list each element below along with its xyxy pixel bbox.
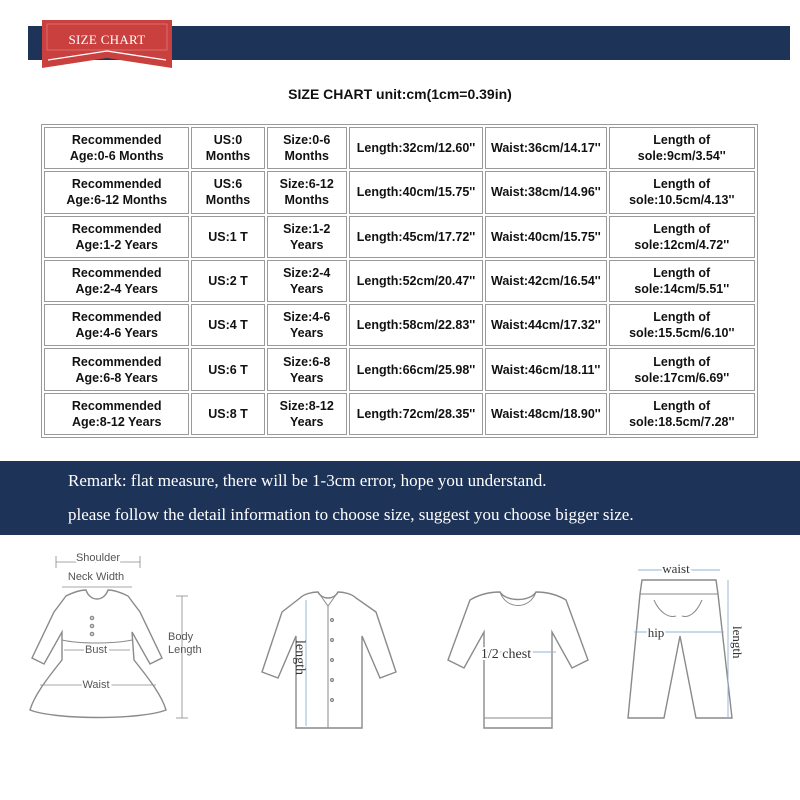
- table-cell: Length:58cm/22.83'': [349, 304, 483, 346]
- table-cell: Size:0-6 Months: [267, 127, 347, 169]
- table-cell: Size:4-6 Years: [267, 304, 347, 346]
- page-title: SIZE CHART unit:cm(1cm=0.39in): [288, 86, 512, 102]
- size-table-body: [44, 127, 755, 435]
- table-row: [44, 171, 755, 213]
- table-cell: Recommended Age:6-12 Months: [44, 171, 189, 213]
- pants-waist-label: waist: [662, 561, 690, 576]
- dress-length-label: Length: [168, 644, 202, 656]
- table-row: [44, 304, 755, 346]
- remark-line-2: please follow the detail information to choose size, suggest you choose bigger size.: [68, 505, 634, 524]
- table-cell: Length of sole:17cm/6.69'': [609, 348, 755, 390]
- table-cell: Waist:42cm/16.54'': [485, 260, 606, 302]
- table-cell: Length:52cm/20.47'': [349, 260, 483, 302]
- pants-length-label: length: [730, 626, 745, 659]
- sweater-chest-label: 1/2 chest: [480, 647, 532, 662]
- table-cell: Length:66cm/25.98'': [349, 348, 483, 390]
- table-row: [44, 393, 755, 435]
- table-cell: US:4 T: [191, 304, 264, 346]
- table-cell: US:1 T: [191, 216, 264, 258]
- table-cell: Waist:36cm/14.17'': [485, 127, 606, 169]
- shirt-length-label: length: [292, 640, 307, 675]
- table-cell: US:6 T: [191, 348, 264, 390]
- table-cell: Length:72cm/28.35'': [349, 393, 483, 435]
- table-cell: Length of sole:9cm/3.54'': [609, 127, 755, 169]
- table-cell: Size:8-12 Years: [267, 393, 347, 435]
- table-cell: Length of sole:15.5cm/6.10'': [609, 304, 755, 346]
- table-cell: US:0 Months: [191, 127, 264, 169]
- table-row: [44, 127, 755, 169]
- remark-band: [0, 461, 800, 535]
- dress-bust-label: Bust: [84, 644, 108, 656]
- table-cell: Length of sole:14cm/5.51'': [609, 260, 755, 302]
- table-row: [44, 260, 755, 302]
- shirt-diagram: [262, 592, 396, 728]
- dress-body-label: Body: [168, 631, 194, 643]
- table-cell: Recommended Age:8-12 Years: [44, 393, 189, 435]
- dress-waist-label: Waist: [82, 679, 110, 691]
- table-cell: Recommended Age:0-6 Months: [44, 127, 189, 169]
- table-cell: Length of sole:18.5cm/7.28'': [609, 393, 755, 435]
- table-cell: Waist:48cm/18.90'': [485, 393, 606, 435]
- table-cell: US:8 T: [191, 393, 264, 435]
- table-cell: Recommended Age:6-8 Years: [44, 348, 189, 390]
- table-cell: Length of sole:10.5cm/4.13'': [609, 171, 755, 213]
- table-cell: Waist:46cm/18.11'': [485, 348, 606, 390]
- table-cell: US:2 T: [191, 260, 264, 302]
- pants-hip-label: hip: [647, 625, 665, 640]
- table-row: [44, 348, 755, 390]
- table-cell: Size:6-12 Months: [267, 171, 347, 213]
- table-cell: Recommended Age:4-6 Years: [44, 304, 189, 346]
- table-cell: Size:1-2 Years: [267, 216, 347, 258]
- dress-shoulder-label: Shoulder: [75, 552, 121, 564]
- table-cell: Length of sole:12cm/4.72'': [609, 216, 755, 258]
- table-cell: Length:45cm/17.72'': [349, 216, 483, 258]
- table-cell: Waist:40cm/15.75'': [485, 216, 606, 258]
- size-chart-badge: [42, 20, 172, 76]
- table-cell: US:6 Months: [191, 171, 264, 213]
- table-cell: Waist:38cm/14.96'': [485, 171, 606, 213]
- table-cell: Length:40cm/15.75'': [349, 171, 483, 213]
- dress-neck-width-label: Neck Width: [67, 571, 125, 583]
- table-cell: Length:32cm/12.60'': [349, 127, 483, 169]
- table-cell: Size:2-4 Years: [267, 260, 347, 302]
- badge-label: SIZE CHART: [68, 32, 146, 47]
- table-cell: Recommended Age:1-2 Years: [44, 216, 189, 258]
- pants-diagram: [628, 570, 732, 718]
- table-cell: Waist:44cm/17.32'': [485, 304, 606, 346]
- measurement-diagrams: [0, 540, 800, 800]
- table-row: [44, 216, 755, 258]
- remark-line-1: Remark: flat measure, there will be 1-3cm error, hope you understand.: [68, 471, 547, 490]
- table-cell: Size:6-8 Years: [267, 348, 347, 390]
- table-cell: Recommended Age:2-4 Years: [44, 260, 189, 302]
- size-table: [41, 124, 758, 438]
